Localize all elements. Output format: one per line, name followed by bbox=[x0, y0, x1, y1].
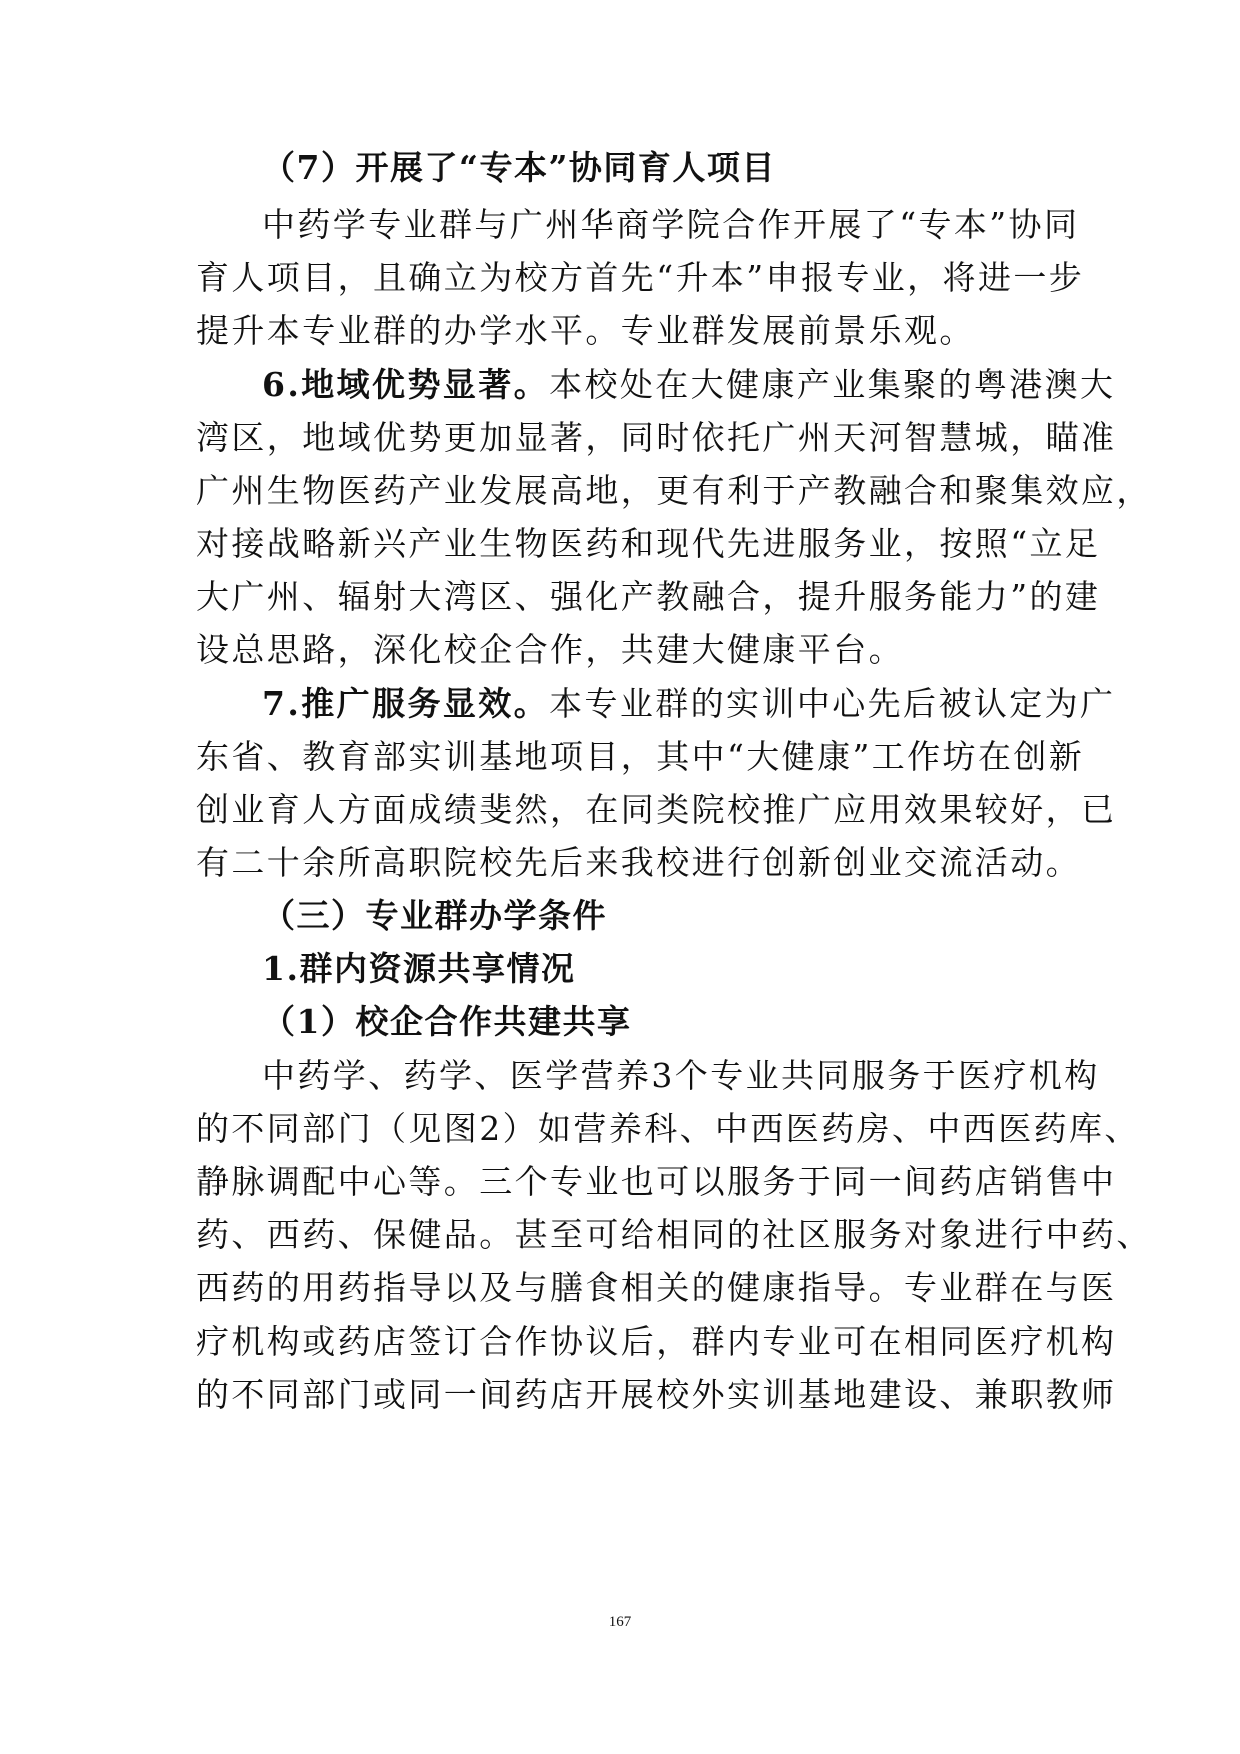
paragraph-line: 大广州、辐射大湾区、强化产教融合，提升服务能力”的建 bbox=[196, 577, 1101, 616]
page-number: 167 bbox=[608, 1614, 632, 1630]
paragraph-line: 对接战略新兴产业生物医药和现代先进服务业，按照“立足 bbox=[196, 524, 1101, 563]
heading-7-joint-program: （7）开展了“专本”协同育人项目 bbox=[262, 148, 776, 187]
section-3-heading: （三）专业群办学条件 bbox=[262, 896, 607, 935]
paragraph-line: 的不同部门或同一间药店开展校外实训基地建设、兼职教师 bbox=[196, 1375, 1117, 1414]
paragraph-line: 疗机构或药店签订合作协议后，群内专业可在相同医疗机构 bbox=[196, 1322, 1117, 1361]
paragraph-line: 育人项目，且确立为校方首先“升本”申报专业，将进一步 bbox=[196, 258, 1085, 297]
subsection-1-heading: 1.群内资源共享情况 bbox=[262, 949, 576, 988]
paragraph-line: 中药学、药学、医学营养3个专业共同服务于医疗机构 bbox=[262, 1056, 1100, 1095]
point-6-lead: 6.地域优势显著。 bbox=[262, 365, 550, 404]
point-7-first-line bbox=[262, 684, 1115, 724]
paragraph-line: 有二十余所高职院校先后来我校进行创新创业交流活动。 bbox=[196, 843, 1081, 882]
point-6-first-line bbox=[262, 365, 1115, 405]
paragraph-line: 提升本专业群的办学水平。专业群发展前景乐观。 bbox=[196, 311, 975, 350]
paragraph-line: 静脉调配中心等。三个专业也可以服务于同一间药店销售中 bbox=[196, 1162, 1117, 1201]
paragraph-line: 广州生物医药产业发展高地，更有利于产教融合和聚集效应， bbox=[196, 471, 1152, 510]
subsection-1-1-heading: （1）校企合作共建共享 bbox=[262, 1002, 632, 1041]
paragraph-line: 中药学专业群与广州华商学院合作开展了“专本”协同 bbox=[262, 205, 1080, 244]
point-7-lead: 7.推广服务显效。 bbox=[262, 684, 550, 723]
point-6-first-rest: 本校处在大健康产业集聚的粤港澳大 bbox=[549, 365, 1116, 404]
paragraph-line: 的不同部门（见图2）如营养科、中西医药房、中西医药库、 bbox=[196, 1109, 1140, 1148]
point-7-first-rest: 本专业群的实训中心先后被认定为广 bbox=[549, 684, 1116, 723]
paragraph-line: 创业育人方面成绩斐然，在同类院校推广应用效果较好，已 bbox=[196, 790, 1117, 829]
paragraph-line: 东省、教育部实训基地项目，其中“大健康”工作坊在创新 bbox=[196, 737, 1085, 776]
paragraph-line: 西药的用药指导以及与膳食相关的健康指导。专业群在与医 bbox=[196, 1268, 1117, 1307]
paragraph-line: 湾区，地域优势更加显著，同时依托广州天河智慧城，瞄准 bbox=[196, 418, 1117, 457]
paragraph-line: 设总思路，深化校企合作，共建大健康平台。 bbox=[196, 630, 904, 669]
paragraph-line: 药、西药、保健品。甚至可给相同的社区服务对象进行中药、 bbox=[196, 1215, 1152, 1254]
